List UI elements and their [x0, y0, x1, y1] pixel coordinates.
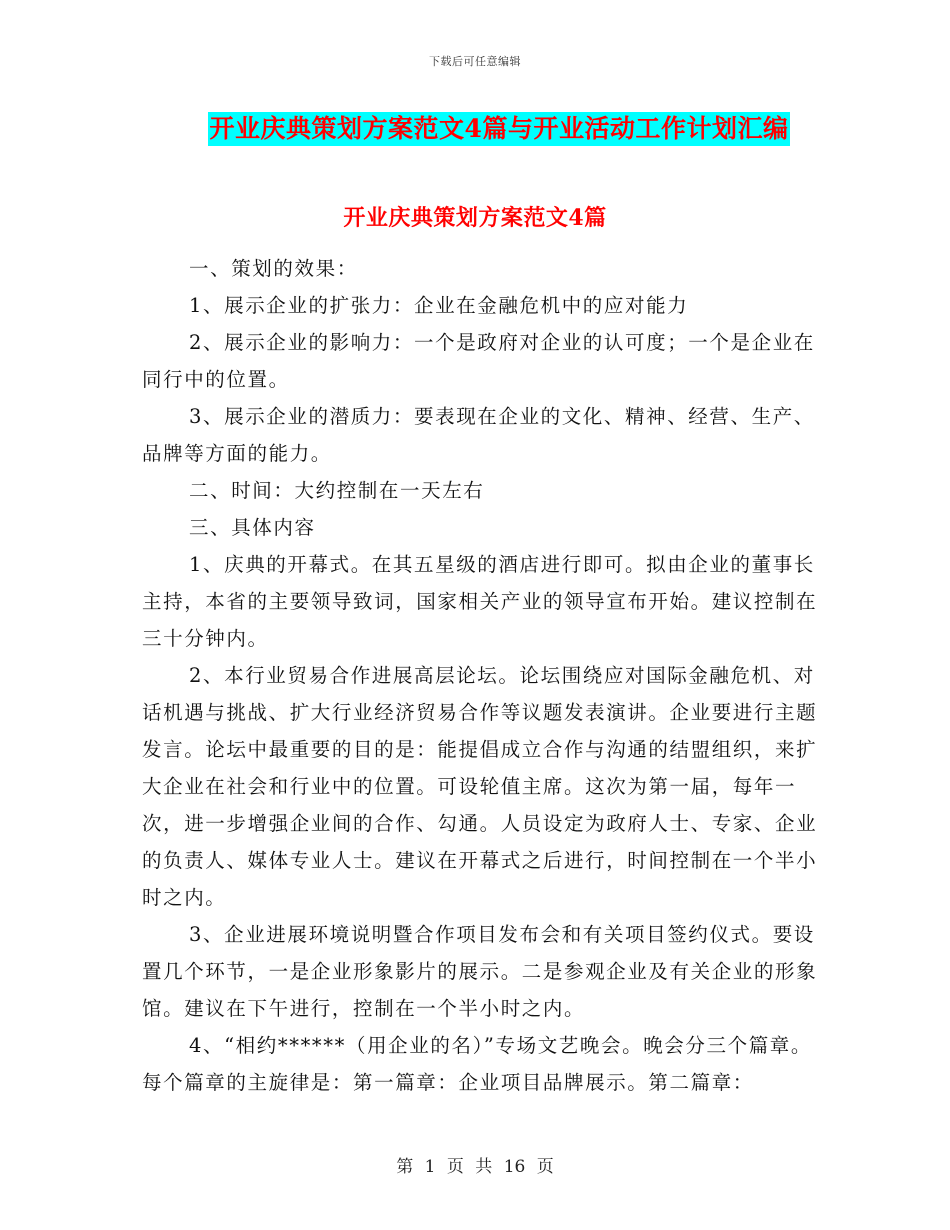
- paragraph: 二、时间：大约控制在一天左右: [189, 479, 485, 502]
- paragraph: 4、“相约******（用企业的名）”专场文艺晚会。晚会分三个篇章。每个篇章的主旋律是：第一篇章：企业项目品牌展示。第二篇章：: [142, 1034, 812, 1094]
- paragraph: 3、企业进展环境说明暨合作项目发布会和有关项目签约仪式。要设置几个环节，一是企业形象影片的展示。二是参观企业及有关企业的形象馆。建议在下午进行，控制在一个半小时之内。: [142, 923, 818, 1020]
- paragraph: 三、具体内容: [189, 516, 316, 539]
- paragraph: 1、庆典的开幕式。在其五星级的酒店进行即可。拟由企业的董事长主持，本省的主要领导致词，国家相关产业的领导宣布开始。建议控制在三十分钟内。: [142, 553, 818, 650]
- page-number-footer: 第 1 页 共 16 页: [396, 1157, 554, 1177]
- paragraph: 2、本行业贸易合作进展高层论坛。论坛围绕应对国际金融危机、对话机遇与挑战、扩大行业经济贸易合作等议题发表演讲。企业要进行主题发言。论坛中最重要的目的是：能提倡成立合作与沟通的结盟组织，来扩大企业在社会和行业中的位置。可设轮值主席。这次为第一届，每年一次，进一步增强企业间的合作、勾通。人员设定为政府人士、专家、企业的负责人、媒体专业人士。建议在开幕式之后进行，时间控制在一个半小时之内。: [142, 664, 818, 909]
- document-body: [142, 250, 822, 1101]
- paragraph: 1、展示企业的扩张力：企业在金融危机中的应对能力: [189, 294, 689, 317]
- main-title-container: [0, 112, 950, 146]
- page-header-note: 下载后可任意编辑: [429, 55, 521, 68]
- paragraph: 一、策划的效果：: [189, 257, 358, 280]
- paragraph: 3、展示企业的潜质力：要表现在企业的文化、精神、经营、生产、品牌等方面的能力。: [142, 405, 815, 465]
- paragraph: 2、展示企业的影响力：一个是政府对企业的认可度；一个是企业在同行中的位置。: [142, 331, 815, 391]
- main-title: 开业庆典策划方案范文4篇与开业活动工作计划汇编: [208, 112, 791, 146]
- sub-title: 开业庆典策划方案范文4篇: [343, 205, 607, 231]
